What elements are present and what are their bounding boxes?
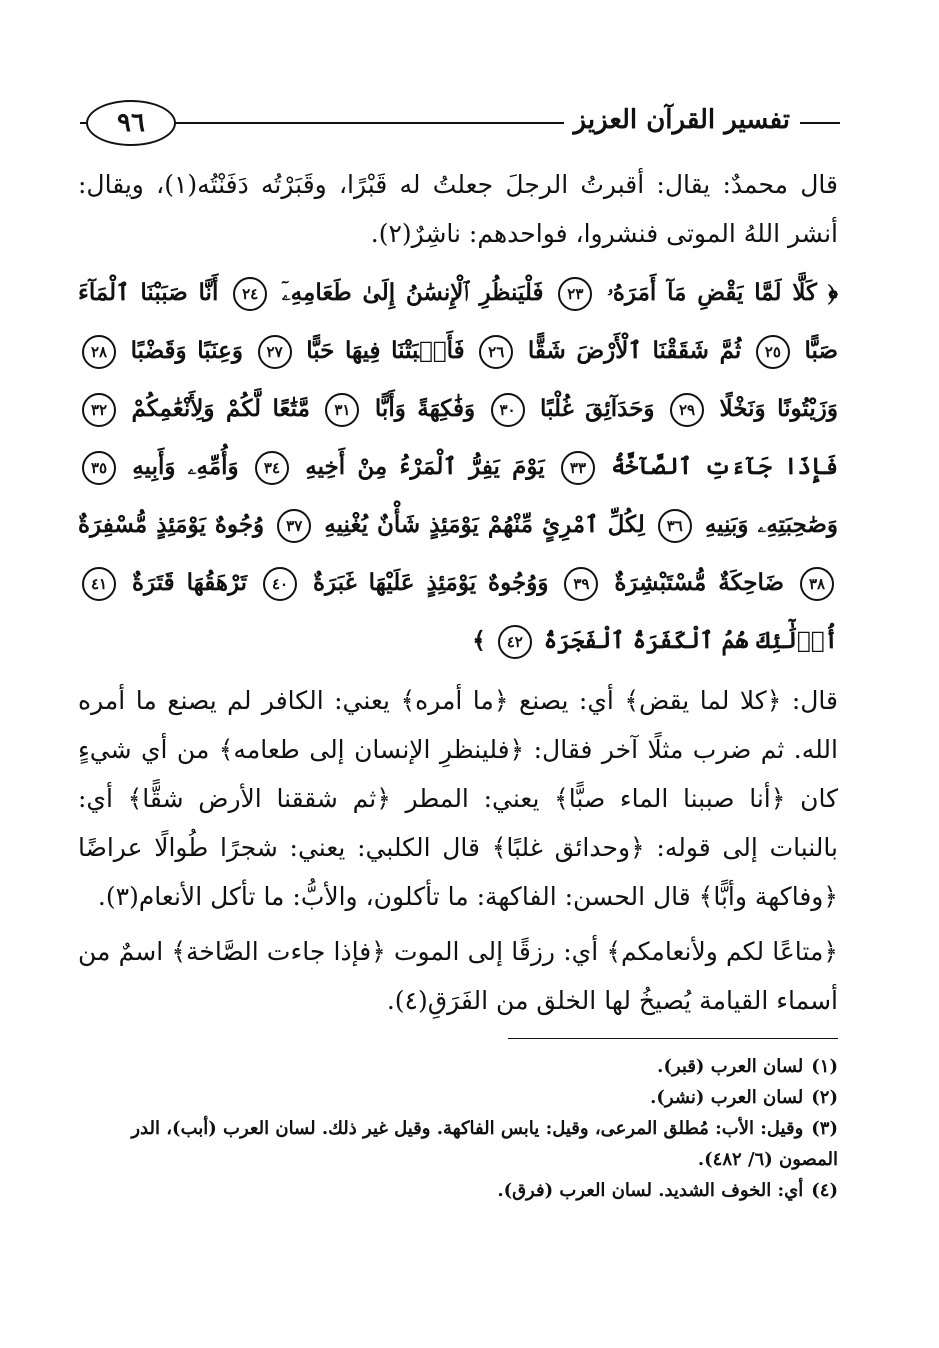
book-title: تفسير القرآن العزيز <box>564 96 800 144</box>
ayah-number-marker: ٢٥ <box>756 335 790 369</box>
verse-text: وَصَٰحِبَتِهِۦ وَبَنِيهِ <box>695 511 839 538</box>
verse-text: ﴿ كَلَّا لَمَّا يَقْضِ مَآ أَمَرَهُۥ <box>596 279 838 306</box>
verse-text: فَلْيَنظُرِ ٱلْإِنسَٰنُ إِلَىٰ طَعَامِهِۦٓ <box>271 279 544 306</box>
verse-text: وَعِنَبًا وَقَضْبًا <box>120 337 243 364</box>
verse-text: يَوْمَ يَفِرُّ ٱلْمَرْءُ مِنْ أَخِيهِ <box>292 453 545 480</box>
verse-text: ضَاحِكَةٌ مُّسْتَبْشِرَةٌ <box>602 569 785 596</box>
verse-text: ثُمَّ شَقَقْنَا ٱلْأَرْضَ شَقًّا <box>517 337 742 364</box>
ayah-number-marker: ٣٧ <box>277 509 311 543</box>
ayah-number-marker: ٣٦ <box>658 509 692 543</box>
ayah-number-marker: ٣٨ <box>800 567 834 601</box>
ayah-number-marker: ٢٤ <box>233 277 267 311</box>
footnote-text: أي: الخوف الشديد. لسان العرب (فرق). <box>497 1180 804 1201</box>
footnote-mark: (٢) <box>811 1087 838 1108</box>
verse-text: وَوُجُوهٌ يَوْمَئِذٍ عَلَيْهَا غَبَرَةٌ <box>301 569 549 596</box>
verse-text: فَأَنۢبَتْنَا فِيهَا حَبًّا <box>295 337 465 364</box>
ayah-number-marker: ٤١ <box>82 567 116 601</box>
ayah-number-marker: ٢٣ <box>558 277 592 311</box>
verse-text: لِكُلِّ ٱمْرِئٍ مِّنْهُمْ يَوْمَئِذٍ شَأْنٌ يُغْنِيهِ <box>315 511 645 538</box>
verse-text: مَّتَٰعًا لَّكُمْ وَلِأَنْعَٰمِكُمْ <box>120 395 310 422</box>
page-body <box>78 160 838 1031</box>
footnote-2 <box>78 1082 838 1113</box>
ayah-number-marker: ٢٦ <box>479 335 513 369</box>
ayah-number-marker: ٣٢ <box>82 393 116 427</box>
footnote-mark: (١) <box>811 1056 838 1077</box>
footnote-divider <box>508 1038 838 1039</box>
quran-verses <box>78 264 838 670</box>
verse-text: وُجُوهٌ يَوْمَئِذٍ مُّسْفِرَةٌ <box>78 511 265 538</box>
closing-bracket: ﴾ <box>472 627 486 654</box>
footnotes <box>78 1038 838 1206</box>
ayah-number-marker: ٣٥ <box>82 451 116 485</box>
commentary-paragraph-2: ﴿متاعًا لكم ولأنعامكم﴾ أي: رزقًا إلى الموت ﴿فإذا جاءت الصَّاخة﴾ اسمٌ من أسماء القيامة يُصيخُ لها الخلق من الفَرَقِ(٤). <box>78 937 838 1015</box>
intro-paragraph: قال محمدٌ: يقال: أقبرتُ الرجلَ جعلتُ له قَبْرًا، وقَبَرْتُه دَفَنْتُه(١)، ويقال: أنشر اللهُ الموتى فنشروا، فواحدهم: ناشِرٌ(٢). <box>78 170 838 248</box>
ayah-number-marker: ٤٢ <box>498 625 532 659</box>
ayah-number-marker: ٣٣ <box>561 451 595 485</box>
footnote-mark: (٣) <box>811 1118 838 1139</box>
ayah-number-marker: ٣٠ <box>491 393 525 427</box>
verse-text: فَإِذَا جَآءَتِ ٱلصَّآخَّةُ <box>598 453 838 480</box>
ayah-number-marker: ٣٩ <box>564 567 598 601</box>
ayah-number-marker: ٣٤ <box>255 451 289 485</box>
footnote-3 <box>78 1113 838 1175</box>
verse-text: وَأُمِّهِۦ وَأَبِيهِ <box>120 453 239 480</box>
footnote-mark: (٤) <box>811 1180 838 1201</box>
footnote-1 <box>78 1051 838 1082</box>
verse-text: وَفَٰكِهَةً وَأَبًّا <box>363 395 476 422</box>
ayah-number-marker: ٤٠ <box>263 567 297 601</box>
verse-text: وَحَدَآئِقَ غُلْبًا <box>528 395 655 422</box>
ayah-number-marker: ٢٧ <box>258 335 292 369</box>
verse-text: تَرْهَقُهَا قَتَرَةٌ <box>120 569 248 596</box>
verse-text: وَزَيْتُونًا وَنَخْلًا <box>708 395 838 422</box>
commentary-paragraph-1: قال: ﴿كلا لما يقض﴾ أي: يصنع ﴿ما أمره﴾ يعني: الكافر لم يصنع ما أمره الله. ثم ضرب مثلًا آخر فقال: ﴿فلينظرِ الإنسان إلى طعامه﴾ من أي شيءٍ كان ﴿أنا صببنا الماء صبًّا﴾ يعني: المطر ﴿ثم شققنا الأرض شقًّا﴾ أي: بالنبات إلى قوله: ﴿وحدائق غلبًا﴾ قال الكلبي: يعني: شجرًا طُوالًا عراضًا ﴿وفاكهة وأبًّا﴾ قال الحسن: الفاكهة: ما تأكلون، والأبُّ: ما تأكل الأنعام(٣). <box>78 686 838 911</box>
footnote-text: وقيل: الأب: مُطلق المرعى، وقيل: يابس الفاكهة. وقيل غير ذلك. لسان العرب (أبب)، الدر المصون (٦/ ٤٨٢). <box>131 1118 838 1170</box>
footnote-4 <box>78 1175 838 1206</box>
verse-text: أُو۟لَٰٓئِكَ هُمُ ٱلْكَفَرَةُ ٱلْفَجَرَةُ <box>535 627 838 654</box>
ayah-number-marker: ٣١ <box>325 393 359 427</box>
footnote-text: لسان العرب (قبر). <box>657 1056 804 1077</box>
ayah-number-marker: ٢٨ <box>82 335 116 369</box>
verse-text: أَنَّا صَبَبْنَا ٱلْمَآءَ صَبًّا <box>78 279 838 364</box>
ayah-number-marker: ٢٩ <box>670 393 704 427</box>
footnote-text: لسان العرب (نشر). <box>650 1087 804 1108</box>
page-number: ٩٦ <box>86 100 176 146</box>
page-header <box>80 96 840 152</box>
